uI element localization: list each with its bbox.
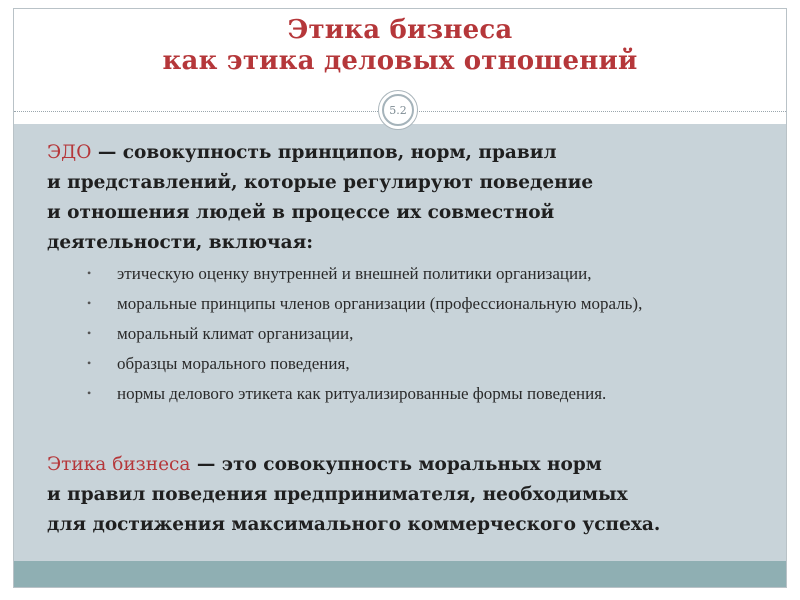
list-item-text: нормы делового этикета как ритуализированные формы поведения. — [117, 384, 607, 403]
list-item — [47, 290, 767, 317]
definition-edo-line-1 — [47, 138, 747, 168]
bullet-icon: • — [87, 266, 92, 280]
slide-number: 5.2 — [382, 94, 414, 126]
bullet-icon: • — [87, 296, 92, 310]
footer-bar — [14, 561, 786, 587]
term-edo: ЭДО — [47, 142, 92, 163]
bullet-icon: • — [87, 356, 92, 370]
list-item — [47, 320, 767, 347]
list-item — [47, 380, 767, 407]
list-item — [47, 260, 767, 287]
bullet-icon: • — [87, 326, 92, 340]
list-item-text: моральный климат организации, — [117, 324, 354, 343]
term-business-ethics: Этика бизнеса — [47, 454, 191, 475]
slide-title-line-2: как этика деловых отношений — [162, 46, 638, 76]
definition-business-ethics-line-2: и правил поведения предпринимателя, необходимых — [47, 484, 628, 505]
definition-business-ethics-line-1 — [47, 450, 747, 480]
list-item-text: моральные принципы членов организации (профессиональную мораль), — [117, 294, 643, 313]
slide-title-line-1: Этика бизнеса — [287, 15, 513, 45]
definition-business-ethics-text-1: — это совокупность моральных норм — [190, 454, 602, 475]
list-item — [47, 350, 767, 377]
definition-edo-line-4: деятельности, включая: — [47, 232, 314, 253]
definition-business-ethics-line-3: для достижения максимального коммерческого успеха. — [47, 514, 661, 535]
list-item-text: образцы морального поведения, — [117, 354, 350, 373]
definition-edo-line-2: и представлений, которые регулируют поведение — [47, 172, 594, 193]
list-item-text: этическую оценку внутренней и внешней политики организации, — [117, 264, 592, 283]
content-panel — [14, 124, 786, 561]
definition-edo-text-1: — совокупность принципов, норм, правил — [91, 142, 557, 163]
definition-edo — [47, 138, 747, 258]
bullet-icon: • — [87, 386, 92, 400]
definition-edo-line-3: и отношения людей в процессе их совместной — [47, 202, 555, 223]
slide-number-badge — [378, 90, 418, 130]
definition-business-ethics — [47, 450, 747, 540]
bullet-list — [47, 260, 767, 410]
